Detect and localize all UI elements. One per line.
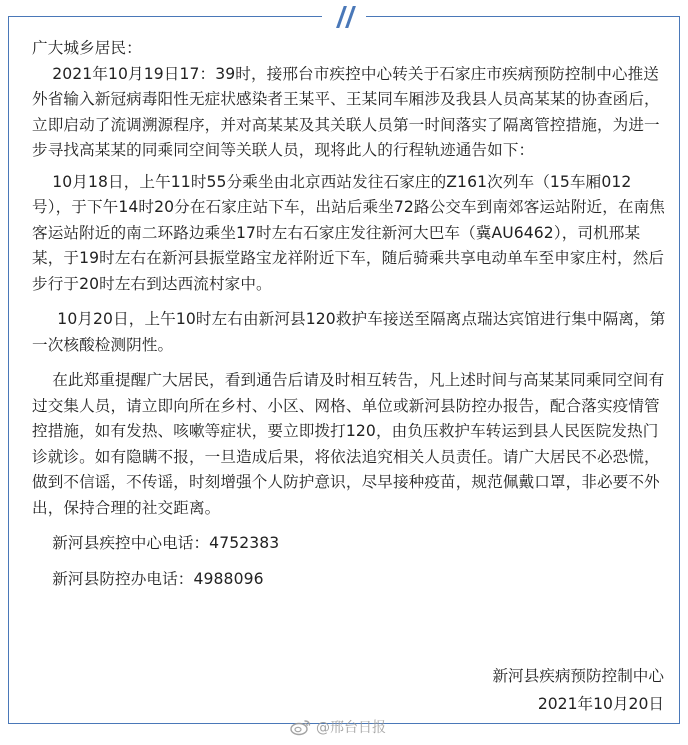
watermark xyxy=(290,716,386,738)
weibo-icon xyxy=(290,718,312,736)
paragraph-reminder: 在此郑重提醒广大居民，看到通告后请及时相互转告，凡上述时间与高某某同乘同空间有过交集人员，请立即向所在乡村、小区、网格、单位或新河县防控办报告，配合落实疫情管控措施，如有发热、咳嗽等症状，要立即拨打120，由负压救护车转运到县人民医院发热门诊就诊。如有隐瞒不报，一旦造成后果，将依法追究相关人员责任。请广大居民不必恐慌，做到不信谣，不传谣，时刻增强个人防护意识，尽早接种疫苗，规范佩戴口罩，非必要不外出，保持合理的社交距离。 xyxy=(32,371,665,517)
signature-org: 新河县疾病预防控制中心 xyxy=(492,667,664,685)
watermark-text: @邢台日报 xyxy=(316,720,386,736)
paragraph-intro: 2021年10月19日17：39时，接邢台市疾控中心转关于石家庄市疾病预防控制中心推送外省输入新冠病毒阳性无症状感染者王某平、王某同车厢涉及我县人员高某某的协查函后，立即启动了流调溯源程序，并对高某某及其关联人员第一时间落实了隔离管控措施，为进一步寻找高某某的同乘同空间等关联人员，现将此人的行程轨迹通告如下： xyxy=(32,64,660,159)
slash-logo-icon xyxy=(334,6,358,28)
paragraph-oct18: 10月18日，上午11时55分乘坐由北京西站发往石家庄的Z161次列车（15车厢012号），于下午14时20分在石家庄站下车，出站后乘坐72路公交车到南郊客运站附近，在南焦客运站附近的南二环路边乘坐17时左右石家庄发往新河大巴车（冀AU6462），司机邢某某，于19时左右在新河县振堂路宝龙祥附近下车，随后骑乘共享电动单车至申家庄村，然后步行于20时左右到达西流村家中。 xyxy=(32,172,665,293)
notice-body xyxy=(32,36,668,592)
signature-date: 2021年10月20日 xyxy=(537,695,664,713)
paragraph-oct20: 10月20日，上午10时左右由新河县120救护车接送至隔离点瑞达宾馆进行集中隔离，第一次核酸检测阴性。 xyxy=(32,310,666,354)
salutation: 广大城乡居民： xyxy=(32,39,142,57)
phone-cdc: 新河县疾控中心电话：4752383 xyxy=(32,534,280,552)
phone-office: 新河县防控办电话：4988096 xyxy=(32,569,264,588)
